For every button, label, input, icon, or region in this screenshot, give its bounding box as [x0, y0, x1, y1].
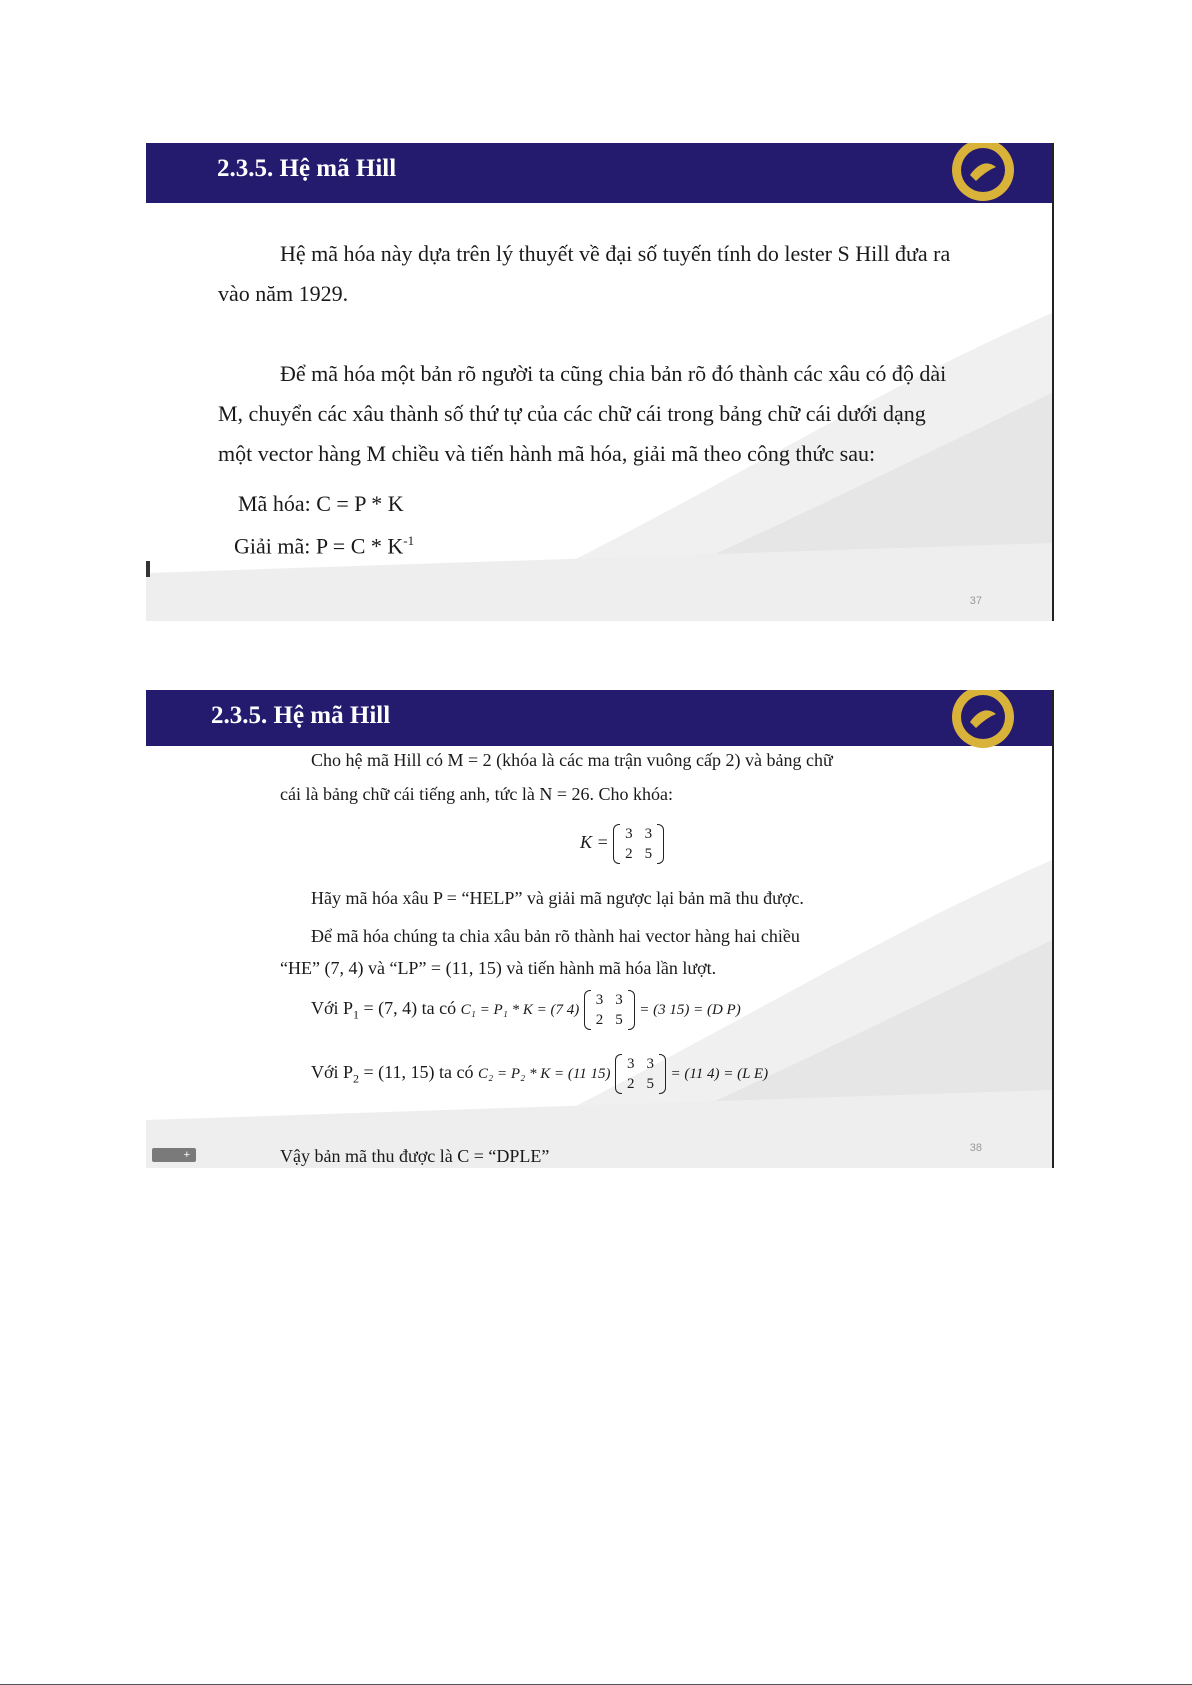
- matrix-cell: 5: [646, 1076, 654, 1092]
- step-1-formula: C₁ = P₁ * K = (7 4): [460, 1002, 580, 1019]
- step-2-prefix: Với P: [311, 1062, 354, 1083]
- decrypt-exponent: -1: [403, 533, 415, 548]
- slide-header: [146, 690, 1052, 746]
- step-1-result: = (3 15) = (D P): [639, 1002, 741, 1019]
- matrix-cell: 3: [595, 992, 604, 1008]
- decrypt-equation: P = C * K: [315, 533, 404, 559]
- encrypt-formula: [238, 493, 404, 515]
- step-2: [311, 1054, 768, 1094]
- intro-line-2: cái là bảng chữ cái tiếng anh, tức là N = 26. Cho khóa:: [280, 784, 674, 804]
- slide-37: [146, 143, 1054, 621]
- step-2-matrix: [615, 1054, 666, 1094]
- encrypt-label: Mã hóa:: [238, 491, 311, 516]
- matrix-cell: 3: [626, 1056, 635, 1072]
- corner-marker: [146, 561, 150, 577]
- step-1-matrix: [584, 990, 635, 1030]
- matrix-cell: 2: [595, 1012, 604, 1028]
- step-1-prefix: Với P: [311, 998, 354, 1019]
- task-line: Hãy mã hóa xâu P = “HELP” và giải mã ngược lại bản mã thu được.: [311, 888, 804, 908]
- matrix-cell: 2: [626, 1076, 635, 1092]
- slide-title: 2.3.5. Hệ mã Hill: [217, 155, 397, 182]
- paragraph-2-line-1: Để mã hóa một bản rõ người ta cũng chia bản rõ đó thành các xâu có độ dài: [280, 361, 947, 386]
- step-2-rest: = (11, 15) ta có: [359, 1062, 478, 1083]
- slide-header: [146, 143, 1052, 203]
- slide-38: [146, 690, 1054, 1168]
- paragraph-2-line-2: M, chuyển các xâu thành số thứ tự của các chữ cái trong bảng chữ cái dưới dạng: [218, 401, 926, 426]
- step-2-subscript: 2: [353, 1071, 360, 1086]
- key-matrix: [613, 824, 664, 864]
- university-logo-icon: [950, 690, 1016, 750]
- university-logo-icon: [950, 143, 1016, 203]
- method-line-1: Để mã hóa chúng ta chia xâu bản rõ thành hai vector hàng hai chiều: [311, 926, 800, 946]
- decrypt-formula: [234, 530, 414, 557]
- matrix-cell: 5: [615, 1012, 623, 1028]
- zoom-in-button[interactable]: +: [152, 1148, 196, 1162]
- encrypt-equation: C = P * K: [316, 491, 404, 516]
- method-line-2: “HE” (7, 4) và “LP” = (11, 15) và tiến hành mã hóa lần lượt.: [280, 958, 717, 978]
- matrix-cell: 3: [625, 826, 633, 842]
- key-label: K =: [580, 832, 609, 853]
- paragraph-2-line-3: một vector hàng M chiều và tiến hành mã hóa, giải mã theo công thức sau:: [218, 441, 876, 466]
- matrix-cell: 3: [615, 992, 623, 1008]
- slide-title: 2.3.5. Hệ mã Hill: [211, 702, 391, 729]
- step-2-result: = (11 4) = (L E): [670, 1066, 769, 1083]
- decrypt-label: Giải mã:: [234, 533, 311, 559]
- step-2-formula: C₂ = P₂ * K = (11 15): [477, 1066, 611, 1083]
- matrix-cell: 3: [646, 1056, 654, 1072]
- step-1-rest: = (7, 4) ta có: [359, 998, 461, 1019]
- conclusion-line: Vậy bản mã thu được là C = “DPLE”: [280, 1146, 550, 1166]
- slide-number: 37: [969, 595, 982, 607]
- paragraph-1-line-1: Hệ mã hóa này dựa trên lý thuyết về đại số tuyến tính do lester S Hill đưa ra: [280, 241, 951, 266]
- matrix-cell: 3: [644, 826, 653, 842]
- slide-number: 38: [969, 1142, 982, 1154]
- paragraph-1-line-2: vào năm 1929.: [218, 281, 349, 306]
- intro-line-1: Cho hệ mã Hill có M = 2 (khóa là các ma trận vuông cấp 2) và bảng chữ: [311, 750, 833, 770]
- key-matrix-equation: [580, 824, 664, 864]
- step-1: [311, 990, 741, 1030]
- matrix-cell: 2: [625, 846, 633, 862]
- matrix-cell: 5: [644, 846, 653, 862]
- step-1-subscript: 1: [353, 1007, 360, 1022]
